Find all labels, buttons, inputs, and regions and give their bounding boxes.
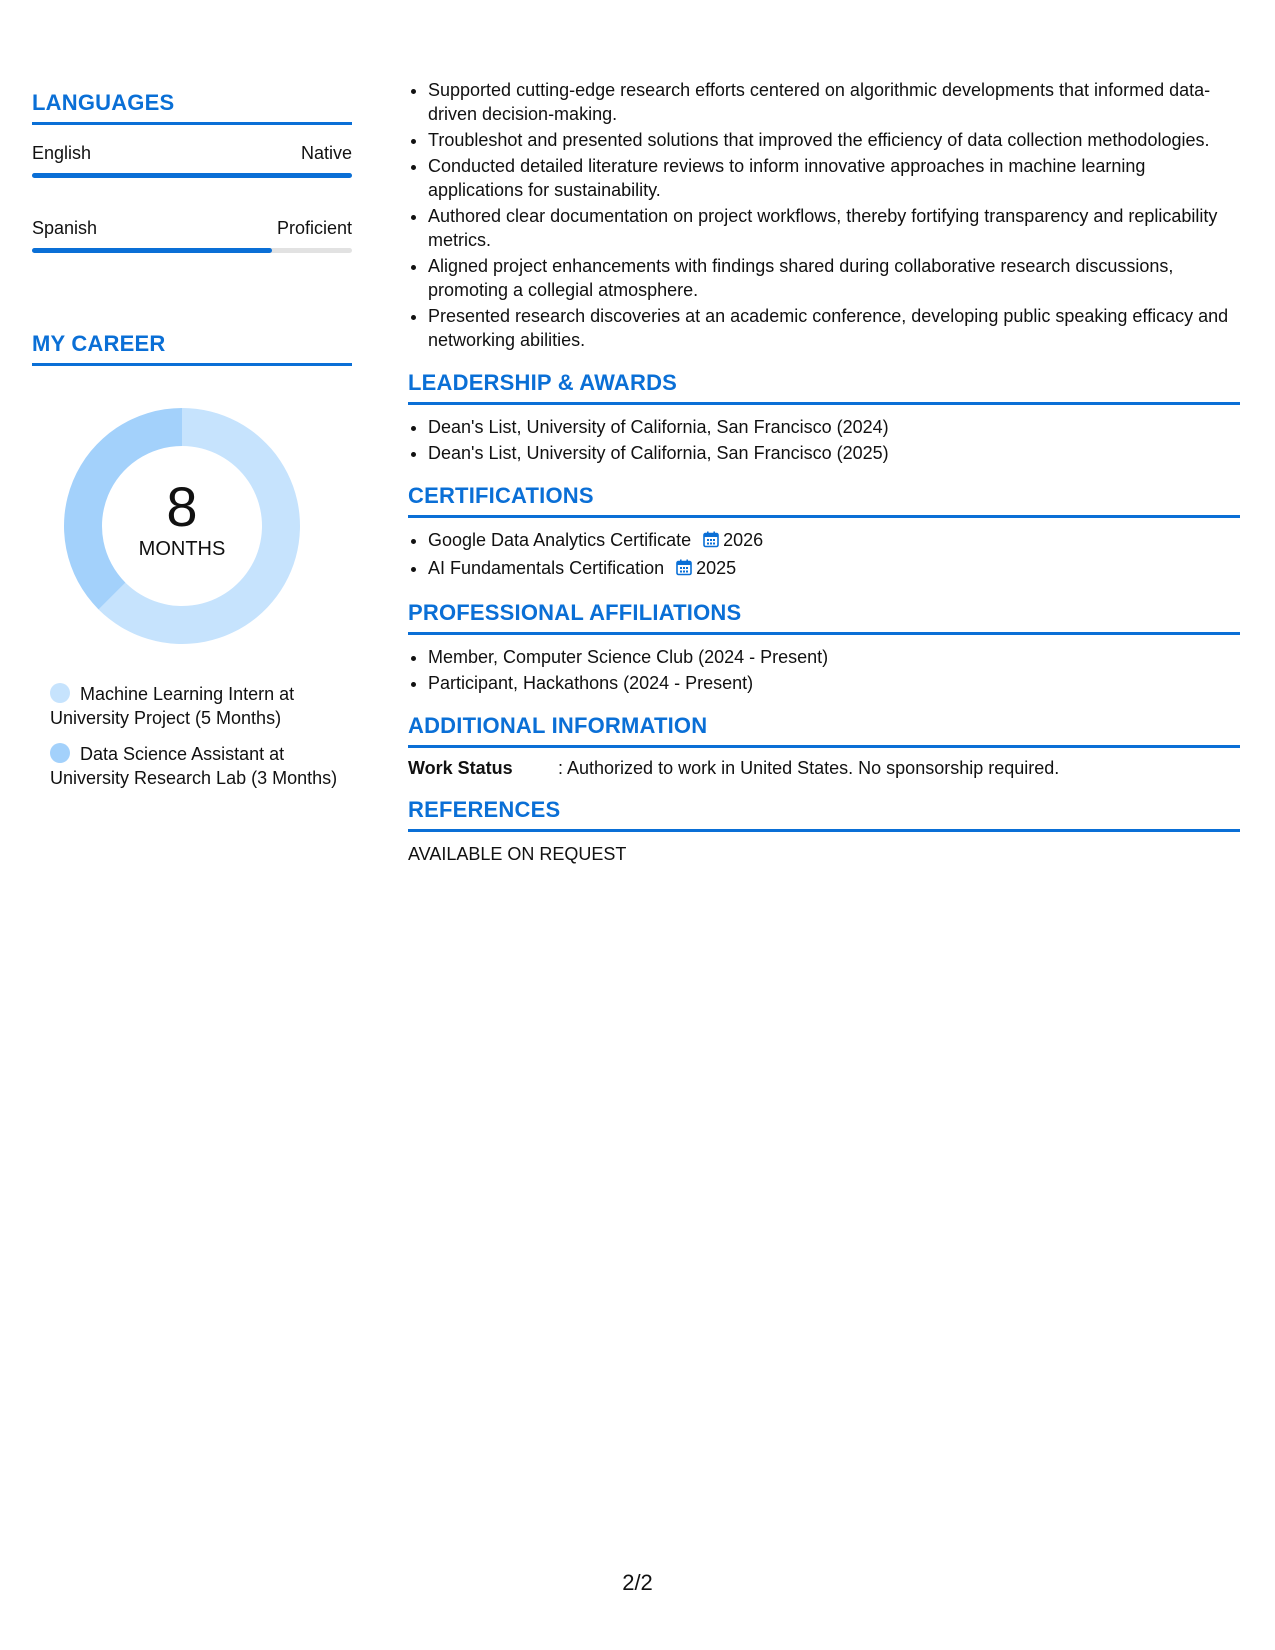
language-level: Native [300,143,352,163]
list-item: • Supported cutting-edge research efforts centered on algorithmic developments that informed data-driven decision-making. [428,78,1240,126]
leadership-list [408,415,1240,465]
language-bar-track [32,173,352,178]
list-item: • Authored clear documentation on project workflows, thereby fortifying transparency and replicability metrics. [428,204,1240,252]
left-column [32,90,352,802]
list-item: • Aligned project enhancements with findings shared during collaborative research discussions, promoting a collegial atmosphere. [428,254,1240,302]
certification-name: Google Data Analytics Certificate [428,530,692,550]
language-bar-fill [32,173,352,178]
certifications-heading: CERTIFICATIONS [408,483,1240,518]
language-item-english [32,143,352,178]
list-item: • Troubleshot and presented solutions that improved the efficiency of data collection methodologies. [428,128,1240,152]
languages-heading: LANGUAGES [32,90,352,125]
list-item [428,556,1240,582]
legend-item [50,742,340,790]
work-status-row [408,758,1240,779]
career-donut-chart [62,406,302,646]
list-item: • Dean's List, University of California, San Francisco (2025) [428,441,1240,465]
list-item: • Presented research discoveries at an academic conference, developing public speaking efficacy and networking abilities. [428,304,1240,352]
language-level: Proficient [276,218,352,238]
language-name: English [32,143,92,163]
certifications-list [408,528,1240,582]
references-heading: REFERENCES [408,797,1240,832]
affiliations-heading: PROFESSIONAL AFFILIATIONS [408,600,1240,635]
calendar-icon [676,558,692,582]
calendar-icon [703,530,719,554]
career-legend [50,682,340,790]
additional-info-heading: ADDITIONAL INFORMATION [408,713,1240,748]
leadership-heading: LEADERSHIP & AWARDS [408,370,1240,405]
list-item: • Member, Computer Science Club (2024 - Present) [428,645,1240,669]
career-total-number: 8 [166,475,198,538]
legend-label: Data Science Assistant at University Research Lab (3 Months) [50,744,338,788]
career-total-unit: MONTHS [138,538,226,560]
language-item-spanish [32,218,352,253]
list-item: • Dean's List, University of California, San Francisco (2024) [428,415,1240,439]
language-name: Spanish [32,218,98,238]
experience-bullets [408,78,1240,352]
list-item: • Conducted detailed literature reviews to inform innovative approaches in machine learning applications for sustainability. [428,154,1240,202]
legend-dot [50,743,70,763]
list-item: • Participant, Hackathons (2024 - Present) [428,671,1240,695]
donut-center [62,475,302,561]
language-bar-fill [32,248,272,253]
language-bar-track [32,248,352,253]
legend-item [50,682,340,730]
certification-year: 2026 [723,530,764,550]
right-column [408,78,1240,865]
legend-dot [50,683,70,703]
page-number: 2/2 [622,1570,653,1595]
legend-label: Machine Learning Intern at University Project (5 Months) [50,684,295,728]
affiliations-list [408,645,1240,695]
work-status-label: Work Status [408,758,513,778]
certification-year: 2025 [696,558,737,578]
career-heading: MY CAREER [32,331,352,366]
list-item [428,528,1240,554]
work-status-value: : Authorized to work in United States. No sponsorship required. [558,758,1060,778]
certification-name: AI Fundamentals Certification [428,558,665,578]
references-text: AVAILABLE ON REQUEST [408,844,627,864]
